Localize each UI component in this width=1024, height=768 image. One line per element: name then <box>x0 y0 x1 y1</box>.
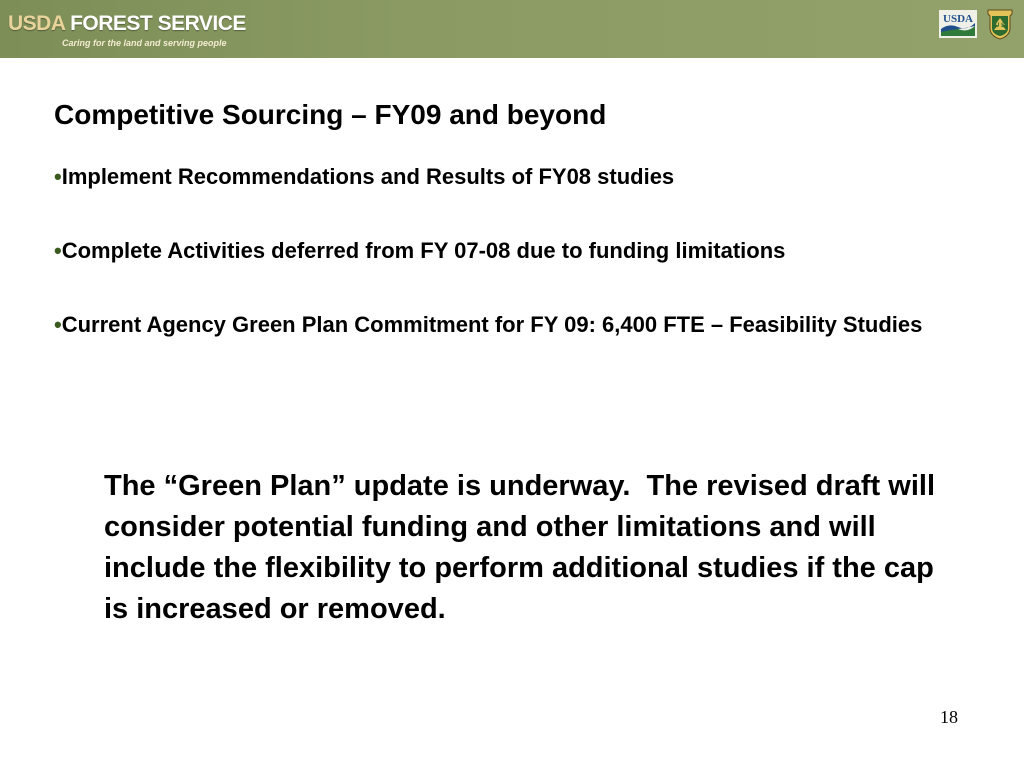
brand-name: FOREST SERVICE <box>70 12 246 35</box>
bullet-item <box>54 308 954 342</box>
bullet-item <box>54 234 954 268</box>
bullet-icon: • <box>54 164 62 189</box>
bullet-icon: • <box>54 312 62 337</box>
slide-title: Competitive Sourcing – FY09 and beyond <box>54 99 607 130</box>
bullet-icon: • <box>54 238 62 263</box>
header-banner <box>0 0 1024 58</box>
page-number: 18 <box>940 707 958 727</box>
brand-usda: USDA <box>8 12 65 35</box>
usda-logo-text: USDA <box>943 13 973 25</box>
green-plan-note: The “Green Plan” update is underway. The revised draft will consider potential funding and other limitations and will include the flexibility to perform additional studies if the cap is increased or removed. <box>104 470 944 625</box>
usda-logo-icon <box>939 10 977 38</box>
bullet-list <box>54 160 954 382</box>
forest-service-shield-icon <box>986 8 1014 40</box>
shield-logo-text: U S <box>994 23 1006 29</box>
forest-service-wordmark <box>8 12 246 36</box>
bullet-text: Complete Activities deferred from FY 07-08 due to funding limitations <box>61 238 786 263</box>
bullet-item <box>54 160 954 194</box>
bullet-text: Implement Recommendations and Results of FY08 studies <box>61 164 675 189</box>
brand-tagline: Caring for the land and serving people <box>62 38 227 48</box>
bullet-text: Current Agency Green Plan Commitment for FY 09: 6,400 FTE – Feasibility Studies <box>61 312 923 337</box>
